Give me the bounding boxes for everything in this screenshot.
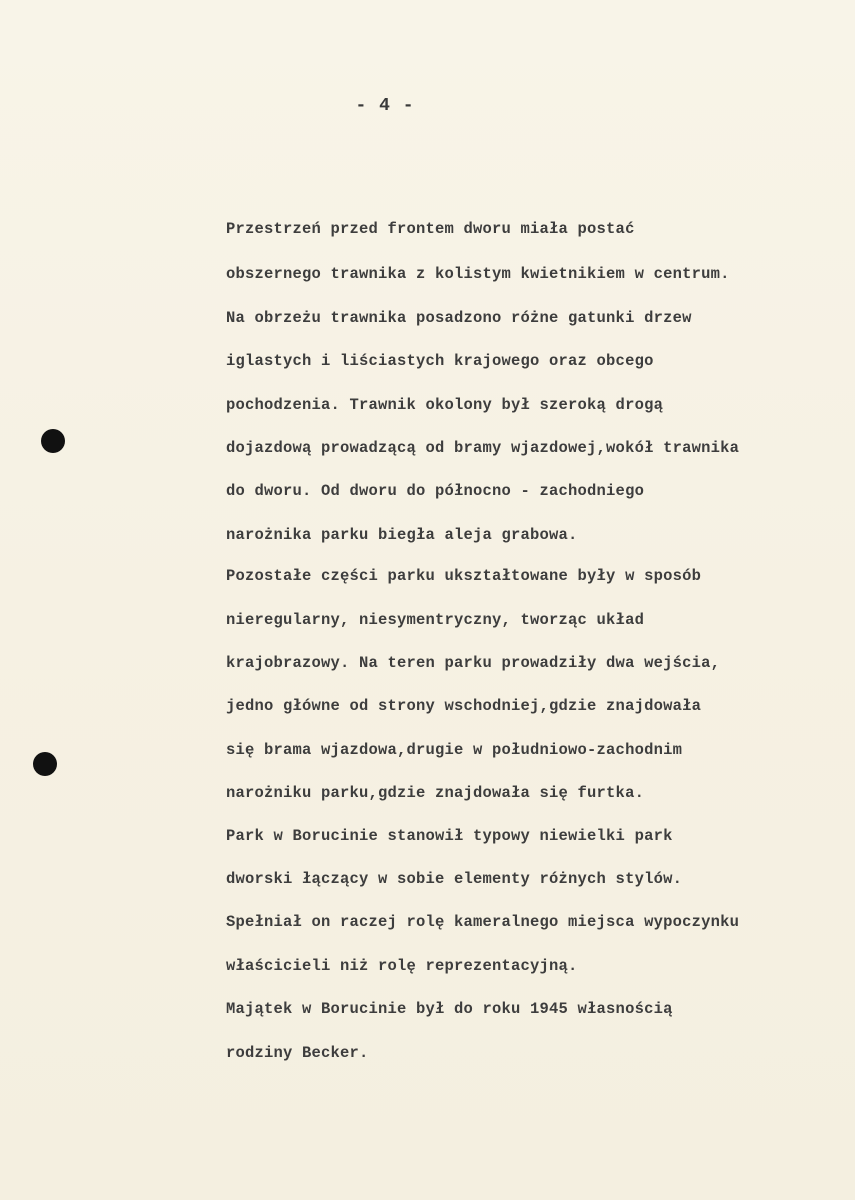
text-line-13: się brama wjazdowa,drugie w południowo-zachodnim: [226, 741, 683, 759]
page-number: - 4 -: [355, 96, 415, 116]
text-line-12: jedno główne od strony wschodniej,gdzie znajdowała: [226, 697, 702, 715]
text-line-16: dworski łączący w sobie elementy różnych stylów.: [226, 870, 683, 888]
text-line-1: Przestrzeń przed frontem dworu miała postać: [226, 220, 635, 238]
text-line-7: do dworu. Od dworu do północno - zachodniego: [226, 482, 645, 500]
text-line-9: Pozostałe części parku ukształtowane były w sposób: [226, 567, 702, 585]
text-line-17: Spełniał on raczej rolę kameralnego miejsca wypoczynku: [226, 913, 740, 931]
text-line-5: pochodzenia. Trawnik okolony był szeroką drogą: [226, 396, 664, 414]
punch-hole-bottom: [33, 752, 57, 776]
text-line-2: obszernego trawnika z kolistym kwietnikiem w centrum.: [226, 265, 730, 283]
text-line-19: Majątek w Borucinie był do roku 1945 własnością: [226, 1000, 673, 1018]
text-line-14: narożniku parku,gdzie znajdowała się furtka.: [226, 784, 645, 802]
punch-hole-top: [41, 429, 65, 453]
text-line-8: narożnika parku biegła aleja grabowa.: [226, 526, 578, 544]
text-line-18: właścicieli niż rolę reprezentacyjną.: [226, 957, 578, 975]
text-line-4: iglastych i liściastych krajowego oraz obcego: [226, 352, 654, 370]
text-line-20: rodziny Becker.: [226, 1044, 369, 1062]
text-line-6: dojazdową prowadzącą od bramy wjazdowej,wokół trawnika: [226, 439, 740, 457]
text-line-3: Na obrzeżu trawnika posadzono różne gatunki drzew: [226, 309, 692, 327]
text-line-11: krajobrazowy. Na teren parku prowadziły dwa wejścia,: [226, 654, 721, 672]
text-line-10: nieregularny, niesymentryczny, tworząc układ: [226, 611, 645, 629]
text-line-15: Park w Borucinie stanowił typowy niewielki park: [226, 827, 673, 845]
